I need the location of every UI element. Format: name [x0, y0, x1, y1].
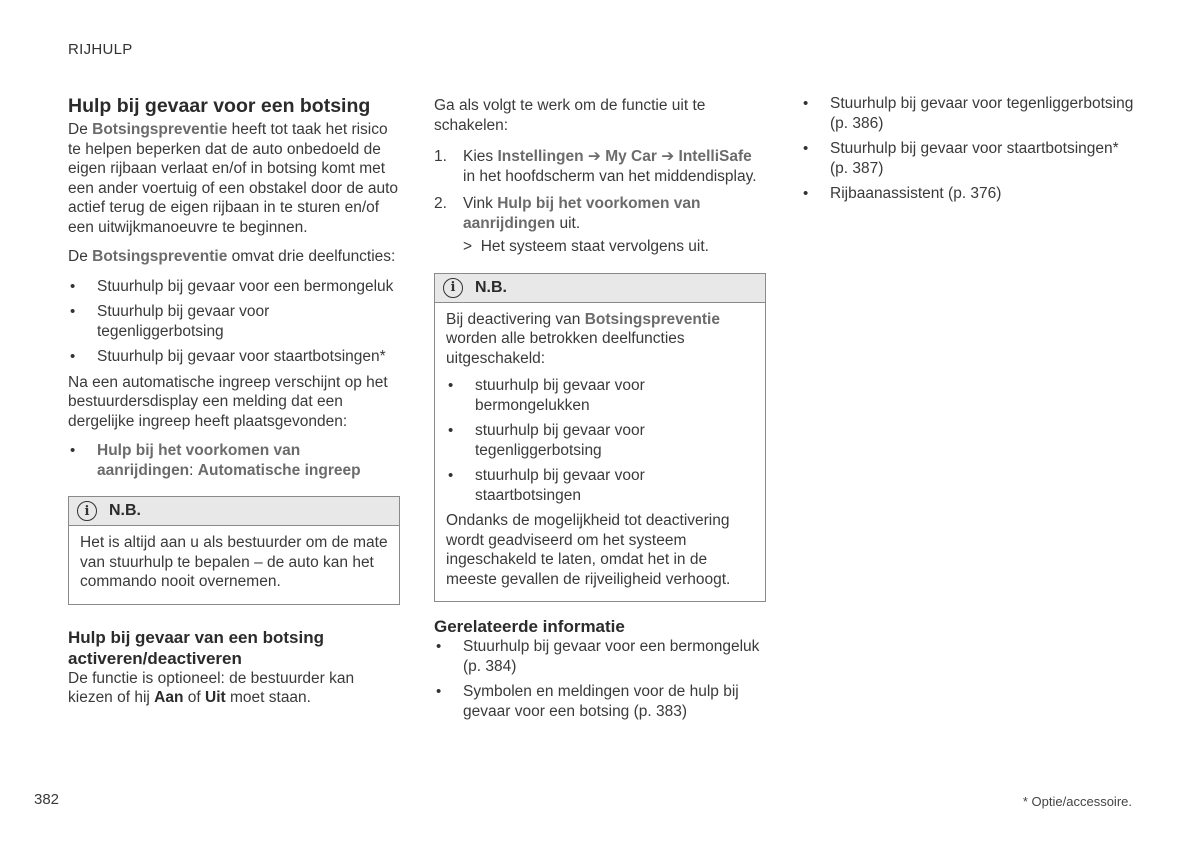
section-header: RIJHULP	[68, 41, 133, 58]
note-list	[446, 376, 754, 505]
list-item: • Stuurhulp bij gevaar voor een bermongeluk	[68, 277, 400, 297]
related-link[interactable]: • Stuurhulp bij gevaar voor tegenliggerbotsing (p. 386)	[801, 94, 1136, 133]
note-body	[69, 526, 399, 604]
related-list-continued	[801, 94, 1136, 204]
arrow-right-icon: ➔	[661, 148, 675, 165]
arrow-right-icon: ➔	[587, 148, 601, 165]
term-botsingspreventie: Botsingspreventie	[92, 248, 228, 265]
column-middle	[434, 96, 766, 727]
setting-off: Uit	[205, 689, 226, 706]
list-item: • stuurhulp bij gevaar voor tegenliggerbotsing	[446, 421, 754, 460]
list-item: • stuurhulp bij gevaar voor staartbotsingen	[446, 466, 754, 505]
setting-collision-avoidance: Hulp bij het voorkomen van aanrijdingen	[463, 195, 701, 232]
note-box	[434, 273, 766, 603]
note-title: N.B.	[475, 278, 507, 296]
intervention-paragraph: Na een automatische ingreep verschijnt op het bestuurdersdisplay een melding dat een dergelijke ingreep heeft plaatsgevonden:	[68, 373, 388, 430]
steps-list	[434, 147, 766, 257]
message-list	[68, 441, 400, 480]
note-box	[68, 496, 400, 605]
setting-on: Aan	[154, 689, 184, 706]
related-link[interactable]: • Stuurhulp bij gevaar voor een bermongeluk (p. 384)	[434, 637, 766, 676]
term-botsingspreventie: Botsingspreventie	[92, 121, 228, 138]
list-item: • Stuurhulp bij gevaar voor staartbotsingen*	[68, 347, 400, 367]
related-list	[434, 637, 766, 721]
menu-instellingen: Instellingen	[497, 148, 584, 165]
subfunction-list	[68, 277, 400, 367]
menu-intellisafe: IntelliSafe	[678, 148, 752, 165]
note-header	[69, 497, 399, 526]
note-text-2: Ondanks de mogelijkheid tot deactivering wordt geadviseerd om het systeem ingeschakeld te laten, omdat het in de meeste gevallen de rijveiligheid verhoogt.	[446, 512, 731, 588]
info-icon: i	[77, 501, 97, 521]
menu-my-car: My Car	[605, 148, 657, 165]
note-title: N.B.	[109, 502, 141, 520]
list-item: • stuurhulp bij gevaar voor bermongelukken	[446, 376, 754, 415]
note-body	[435, 303, 765, 602]
subheading-activate: Hulp bij gevaar van een botsing activeren/deactiveren	[68, 627, 324, 668]
related-link[interactable]: • Rijbaanassistent (p. 376)	[801, 184, 1136, 204]
subfunctions-intro: De Botsingspreventie omvat drie deelfuncties:	[68, 248, 396, 265]
note-text: Het is altijd aan u als bestuurder om de mate van stuurhulp te bepalen – de auto kan het commando nooit overnemen.	[80, 534, 388, 590]
info-icon: i	[443, 278, 463, 298]
step-item: 2. Vink Hulp bij het voorkomen van aanrijdingen uit. > Het systeem staat vervolgens uit.	[434, 194, 766, 257]
column-left	[68, 94, 400, 718]
activate-paragraph: De functie is optioneel: de bestuurder kan kiezen of hij Aan of Uit moet staan.	[68, 669, 355, 706]
list-item: • Stuurhulp bij gevaar voor tegenliggerbotsing	[68, 302, 400, 341]
list-item: • Hulp bij het voorkomen van aanrijdingen: Automatische ingreep	[68, 441, 400, 480]
related-link[interactable]: • Symbolen en meldingen voor de hulp bij gevaar voor een botsing (p. 383)	[434, 682, 766, 721]
note-text: Bij deactivering van Botsingspreventie worden alle betrokken deelfuncties uitgeschakeld:	[446, 310, 720, 367]
step-result: > Het systeem staat vervolgens uit.	[463, 238, 709, 255]
steps-intro: Ga als volgt te werk om de functie uit te schakelen:	[434, 97, 706, 134]
page-title: Hulp bij gevaar voor een botsing	[68, 95, 371, 117]
related-link[interactable]: • Stuurhulp bij gevaar voor staartbotsingen* (p. 387)	[801, 139, 1136, 178]
note-header	[435, 274, 765, 303]
page-number: 382	[34, 791, 60, 808]
footnote: * Optie/accessoire.	[1022, 794, 1132, 809]
step-item: 1. Kies Instellingen ➔ My Car ➔ IntelliSafe in het hoofdscherm van het middendisplay.	[434, 148, 757, 185]
related-title: Gerelateerde informatie	[434, 617, 625, 636]
column-right	[801, 94, 1136, 210]
intro-paragraph: De Botsingspreventie heeft tot taak het risico te helpen beperken dat de auto onbedoeld de eigen rijbaan verlaat en/of in botsing komt met een ander voertuig of een obstakel door de auto actief terug de eigen rijbaan in te sturen en/of een uitwijkmanoeuvre te beginnen.	[68, 121, 399, 236]
